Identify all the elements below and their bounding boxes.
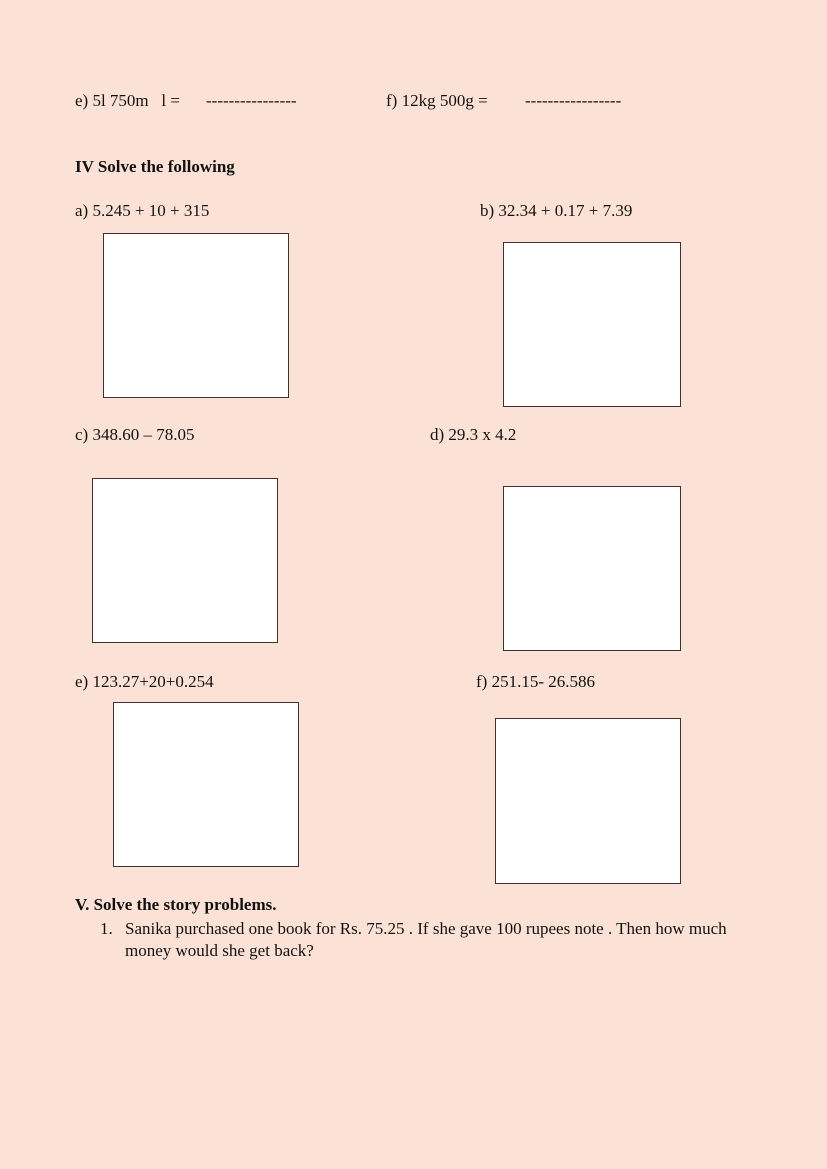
problem-f-label: f) 251.15- 26.586 [476, 672, 595, 691]
problem-b-answer-box[interactable] [503, 242, 681, 407]
problem-d-label: d) 29.3 x 4.2 [430, 425, 517, 444]
conversion-e-answer-blank[interactable]: ---------------- [206, 91, 297, 110]
problem-c-answer-box[interactable] [92, 478, 278, 643]
problem-d-answer-box[interactable] [503, 486, 681, 651]
section-v-heading: V. Solve the story problems. [75, 895, 277, 914]
conversion-f-label: f) 12kg 500g = [386, 91, 488, 110]
story-problem-number: 1. [100, 919, 113, 938]
problem-e-label: e) 123.27+20+0.254 [75, 672, 214, 691]
story-problem-text: Sanika purchased one book for Rs. 75.25 . If she gave 100 rupees note . Then how much money would she get back? [125, 919, 727, 960]
problem-a-answer-box[interactable] [103, 233, 289, 398]
problem-c-label: c) 348.60 – 78.05 [75, 425, 195, 444]
conversion-e-label: e) 5l 750m l = [75, 91, 180, 110]
conversion-f-answer-blank[interactable]: ----------------- [525, 91, 622, 110]
problem-e-answer-box[interactable] [113, 702, 299, 867]
problem-f-answer-box[interactable] [495, 718, 681, 884]
problem-b-label: b) 32.34 + 0.17 + 7.39 [480, 201, 633, 220]
problem-a-label: a) 5.245 + 10 + 315 [75, 201, 210, 220]
section-iv-heading: IV Solve the following [75, 157, 235, 176]
